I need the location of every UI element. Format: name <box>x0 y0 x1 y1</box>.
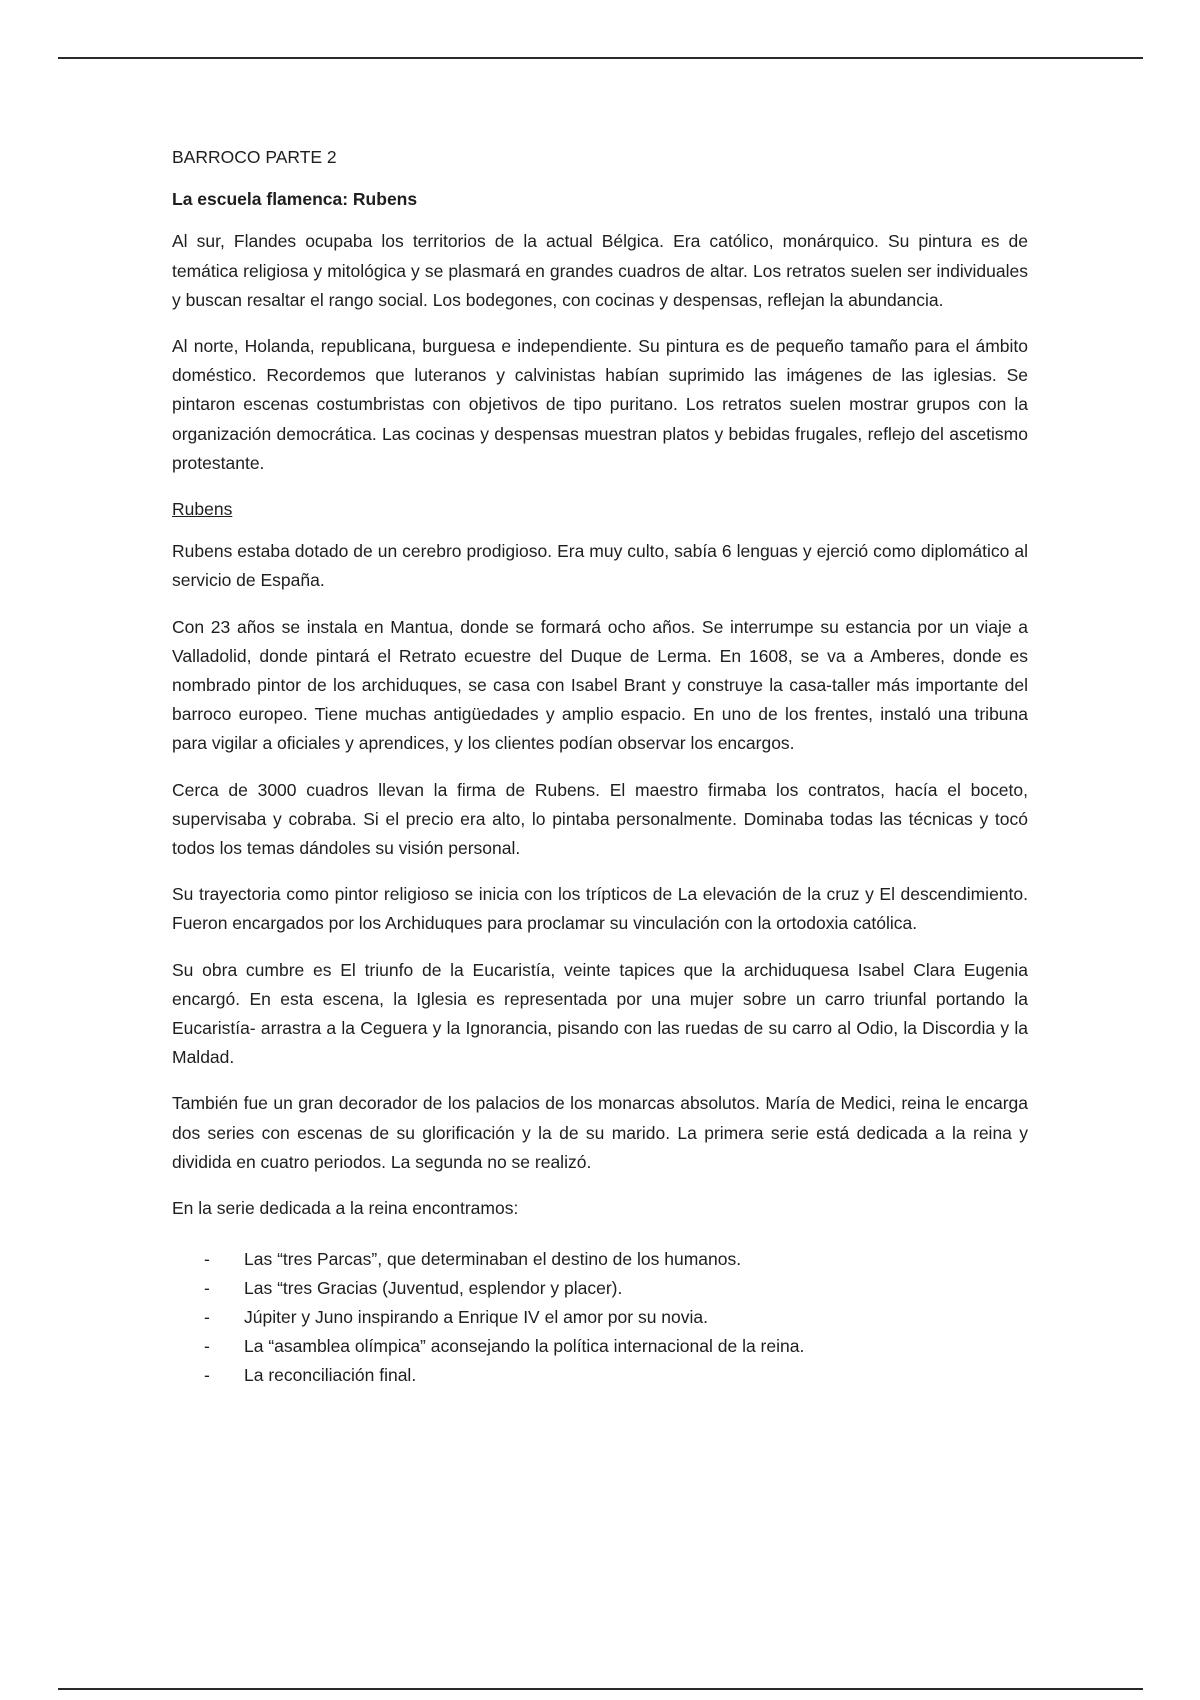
paragraph-flandes: Al sur, Flandes ocupaba los territorios de la actual Bélgica. Era católico, monárquico. Su pintura es de temática religiosa y mitológica y se plasmará en grandes cuadros de altar. Los retratos suelen ser individuales y buscan resaltar el rango social. Los bodegones, con cocinas y despensas, reflejan la abundancia. <box>172 231 1028 310</box>
list-marker: - <box>204 1307 210 1328</box>
list-item-text: Las “tres Parcas”, que determinaban el destino de los humanos. <box>244 1249 742 1270</box>
document-title: BARROCO PARTE 2 <box>172 147 337 167</box>
list-item-text: La “asamblea olímpica” aconsejando la política internacional de la reina. <box>244 1336 805 1357</box>
paragraph-rubens-workshop: Cerca de 3000 cuadros llevan la firma de Rubens. El maestro firmaba los contratos, hacía el boceto, supervisaba y cobraba. Si el precio era alto, lo pintaba personalmente. Dominaba todas las técnicas y tocó todos los temas dándoles su visión personal. <box>172 779 1028 859</box>
list-marker: - <box>204 1336 210 1357</box>
list-item <box>172 1361 1028 1390</box>
section-heading: La escuela flamenca: Rubens <box>172 189 418 210</box>
list-item-text: La reconciliación final. <box>244 1365 417 1386</box>
list-item-text: Las “tres Gracias (Juventud, esplendor y placer). <box>244 1278 623 1299</box>
paragraph-rubens-religious: Su trayectoria como pintor religioso se inicia con los trípticos de La elevación de la cruz y El descendimiento. Fueron encargados por los Archiduques para proclamar su vinculación con la ortodoxia católica. <box>172 884 1028 934</box>
subheading-rubens: Rubens <box>172 499 233 520</box>
document-body <box>172 143 1028 1390</box>
list-marker: - <box>204 1365 210 1386</box>
list-marker: - <box>204 1249 210 1270</box>
list-item <box>172 1274 1028 1303</box>
list-item <box>172 1245 1028 1274</box>
list-item <box>172 1303 1028 1332</box>
list-marker: - <box>204 1278 210 1299</box>
list-intro: En la serie dedicada a la reina encontramos: <box>172 1198 519 1219</box>
top-rule <box>58 57 1143 59</box>
paragraph-rubens-intro: Rubens estaba dotado de un cerebro prodigioso. Era muy culto, sabía 6 lenguas y ejerció como diplomático al servicio de España. <box>172 541 1028 591</box>
list-item <box>172 1332 1028 1361</box>
paragraph-rubens-decorator: También fue un gran decorador de los palacios de los monarcas absolutos. María de Medici, reina le encarga dos series con escenas de su glorificación y la de su marido. La primera serie está dedicada a la reina y dividida en cuatro periodos. La segunda no se realizó. <box>172 1093 1028 1172</box>
list-item-text: Júpiter y Juno inspirando a Enrique IV el amor por su novia. <box>244 1307 709 1328</box>
paragraph-rubens-biography: Con 23 años se instala en Mantua, donde se formará ocho años. Se interrumpe su estancia por un viaje a Valladolid, donde pintará el Retrato ecuestre del Duque de Lerma. En 1608, se va a Amberes, donde es nombrado pintor de los archiduques, se casa con Isabel Brant y construye la casa-taller más importante del barroco europeo. Tiene muchas antigüedades y amplio espacio. En uno de los frentes, instaló una tribuna para vigilar a oficiales y aprendices, y los clientes podían observar los encargos. <box>172 616 1028 754</box>
paragraph-holanda: Al norte, Holanda, republicana, burguesa e independiente. Su pintura es de pequeño tamaño para el ámbito doméstico. Recordemos que luteranos y calvinistas habían suprimido las imágenes de las iglesias. Se pintaron escenas costumbristas con objetivos de tipo puritano. Los retratos suelen mostrar grupos con la organización democrática. Las cocinas y despensas muestran platos y bebidas frugales, reflejo del ascetismo protestante. <box>172 336 1028 473</box>
series-list <box>172 1245 1028 1390</box>
paragraph-rubens-eucharist: Su obra cumbre es El triunfo de la Eucaristía, veinte tapices que la archiduquesa Isabel Clara Eugenia encargó. En esta escena, la Iglesia es representada por una mujer sobre un carro triunfal portando la Eucaristía- arrastra a la Ceguera y la Ignorancia, pisando con las ruedas de su carro al Odio, la Discordia y la Maldad. <box>172 959 1028 1068</box>
bottom-rule <box>58 1688 1143 1690</box>
